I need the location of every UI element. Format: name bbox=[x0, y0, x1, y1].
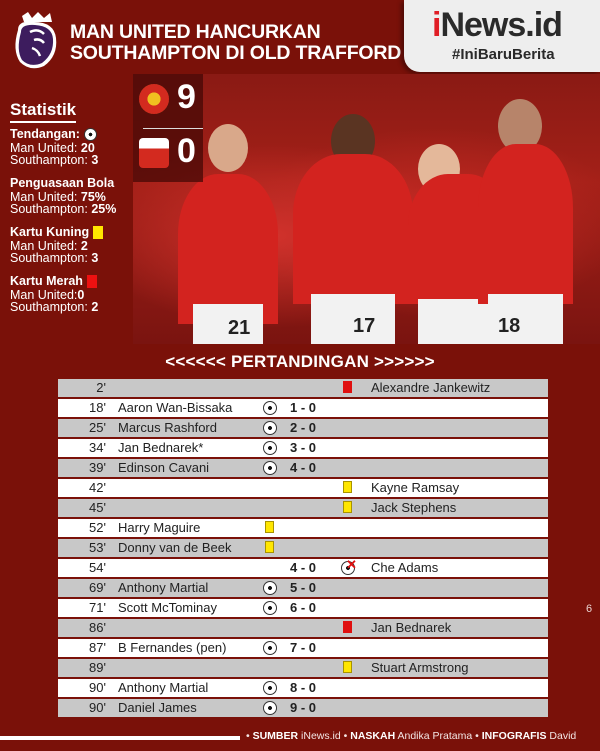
event-away-icon bbox=[341, 661, 355, 675]
event-home-icon bbox=[263, 661, 277, 675]
stat-label: Kartu Kuning bbox=[10, 225, 90, 239]
event-home-icon bbox=[263, 421, 277, 435]
away-score: 0 bbox=[177, 132, 196, 170]
source-value: iNews.id bbox=[301, 730, 341, 742]
event-away-icon bbox=[341, 381, 355, 395]
stat-away-value: 25% bbox=[91, 202, 117, 216]
event-home-icon bbox=[263, 481, 277, 495]
event-home-icon bbox=[263, 441, 277, 455]
event-home-player: Aaron Wan-Bissaka bbox=[118, 400, 233, 415]
yellow-card-icon bbox=[343, 501, 352, 513]
stat-home-value: 20 bbox=[80, 141, 95, 155]
stat-home-label: Man United: bbox=[10, 141, 81, 155]
event-home-player: Harry Maguire bbox=[118, 520, 201, 535]
red-card-icon bbox=[87, 275, 97, 288]
yellow-card-icon bbox=[343, 481, 352, 493]
event-away-icon bbox=[341, 461, 355, 475]
stats-title: Statistik bbox=[10, 100, 76, 123]
writer-value: Andika Pratama bbox=[397, 730, 473, 742]
football-icon bbox=[263, 641, 277, 655]
event-row bbox=[58, 459, 548, 477]
scoreboard bbox=[133, 74, 203, 182]
event-row bbox=[58, 659, 548, 677]
source-label: SUMBER bbox=[252, 730, 299, 742]
stat-red-cards bbox=[10, 274, 135, 313]
football-icon bbox=[263, 461, 277, 475]
stat-away-label: Southampton: bbox=[10, 251, 92, 265]
event-minute: 42' bbox=[89, 480, 106, 495]
event-minute: 25' bbox=[89, 420, 106, 435]
event-row bbox=[58, 379, 548, 397]
football-icon bbox=[263, 421, 277, 435]
football-icon bbox=[263, 441, 277, 455]
footer-divider bbox=[0, 736, 240, 740]
event-score: 8 - 0 bbox=[290, 680, 317, 695]
football-icon bbox=[263, 681, 277, 695]
event-home-icon bbox=[263, 581, 277, 595]
red-card-icon bbox=[343, 381, 352, 393]
shirt-number: 21 bbox=[228, 317, 251, 339]
event-minute: 45' bbox=[89, 500, 106, 515]
event-home-player: Marcus Rashford bbox=[118, 420, 217, 435]
event-score: 4 - 0 bbox=[290, 560, 317, 575]
event-minute: 39' bbox=[89, 460, 106, 475]
event-minute: 90' bbox=[89, 680, 106, 695]
event-row bbox=[58, 679, 548, 697]
event-away-icon bbox=[341, 621, 355, 635]
event-minute: 54' bbox=[89, 560, 106, 575]
event-minute: 87' bbox=[89, 640, 106, 655]
event-home-icon bbox=[263, 561, 277, 575]
event-row bbox=[58, 519, 548, 537]
event-row bbox=[58, 579, 548, 597]
event-minute: 69' bbox=[89, 580, 106, 595]
event-home-player: Scott McTominay bbox=[118, 600, 217, 615]
stat-home-label: Man United: bbox=[10, 239, 81, 253]
event-away-player: Jan Bednarek bbox=[371, 620, 452, 635]
football-icon bbox=[263, 401, 277, 415]
event-row bbox=[58, 439, 548, 457]
brand-tagline: #IniBaruBerita bbox=[452, 46, 555, 63]
stat-label: Kartu Merah bbox=[10, 274, 83, 288]
event-home-icon bbox=[263, 701, 277, 715]
event-away-icon bbox=[341, 557, 357, 575]
shirt-number: 18 bbox=[498, 315, 521, 337]
event-row bbox=[58, 699, 548, 717]
event-row bbox=[58, 399, 548, 417]
football-icon bbox=[263, 701, 277, 715]
event-away-icon bbox=[341, 501, 355, 515]
stat-home-value: 2 bbox=[80, 239, 88, 253]
stats-panel bbox=[10, 100, 135, 323]
event-row bbox=[58, 599, 548, 617]
credits: • SUMBER iNews.id • NASKAH Andika Pratama • INFOGRAFIS David bbox=[246, 730, 577, 742]
event-away-player: Alexandre Jankewitz bbox=[371, 380, 491, 395]
event-home-icon bbox=[263, 621, 277, 635]
event-away-player: Stuart Armstrong bbox=[371, 660, 469, 675]
stat-home-label: Man United: bbox=[10, 190, 81, 204]
brand-name-i: i bbox=[432, 6, 441, 44]
shirt-number: 17 bbox=[353, 315, 376, 337]
stat-away-value: 3 bbox=[91, 251, 99, 265]
yellow-card-icon bbox=[93, 226, 103, 239]
event-away-player: Che Adams bbox=[371, 560, 439, 575]
event-minute: 18' bbox=[89, 400, 106, 415]
event-away-player: Kayne Ramsay bbox=[371, 480, 460, 495]
stat-label: Penguasaan Bola bbox=[10, 176, 115, 190]
yellow-card-icon bbox=[265, 541, 274, 553]
section-title: <<<<<< PERTANDINGAN >>>>>> bbox=[165, 352, 435, 371]
southampton-crest-icon bbox=[139, 138, 169, 168]
event-home-icon bbox=[263, 461, 277, 475]
event-away-icon bbox=[341, 701, 355, 715]
writer-label: NASKAH bbox=[350, 730, 396, 742]
event-away-icon bbox=[341, 641, 355, 655]
event-minute: 86' bbox=[89, 620, 106, 635]
event-minute: 89' bbox=[89, 660, 106, 675]
home-score: 9 bbox=[177, 78, 196, 116]
event-home-icon bbox=[263, 541, 277, 555]
yellow-card-icon bbox=[265, 521, 274, 533]
event-row bbox=[58, 499, 548, 517]
yellow-card-icon bbox=[343, 661, 352, 673]
event-home-icon bbox=[263, 401, 277, 415]
stat-away-label: Southampton: bbox=[10, 202, 92, 216]
event-home-player: Jan Bednarek* bbox=[118, 440, 204, 455]
stat-yellow-cards bbox=[10, 225, 135, 264]
stat-away-label: Southampton: bbox=[10, 153, 92, 167]
event-minute: 90' bbox=[89, 700, 106, 715]
page-title bbox=[70, 22, 401, 64]
stat-home-label: Man United: bbox=[10, 288, 78, 302]
event-row bbox=[58, 539, 548, 557]
event-away-player: Jack Stephens bbox=[371, 500, 457, 515]
event-score: 4 - 0 bbox=[290, 460, 317, 475]
title-line-1: MAN UNITED HANCURKAN bbox=[70, 21, 321, 43]
football-icon bbox=[263, 601, 277, 615]
event-away-icon bbox=[341, 521, 355, 535]
event-away-icon bbox=[341, 581, 355, 595]
event-away-icon bbox=[341, 481, 355, 495]
stat-home-value: 75% bbox=[80, 190, 106, 204]
stat-away-label: Southampton: bbox=[10, 300, 92, 314]
man-united-crest-icon bbox=[139, 84, 169, 114]
event-minute: 34' bbox=[89, 440, 106, 455]
graphics-label: INFOGRAFIS bbox=[481, 730, 547, 742]
event-home-player: Donny van de Beek bbox=[118, 540, 232, 555]
brand-name bbox=[432, 6, 562, 45]
event-row bbox=[58, 639, 548, 657]
event-score: 9 - 0 bbox=[290, 700, 317, 715]
event-home-icon bbox=[263, 681, 277, 695]
event-home-icon bbox=[263, 601, 277, 615]
event-score: 1 - 0 bbox=[290, 400, 317, 415]
stat-away-value: 3 bbox=[91, 153, 99, 167]
team-celebration-photo bbox=[133, 74, 600, 344]
football-icon bbox=[84, 128, 97, 141]
red-card-icon bbox=[343, 621, 352, 633]
event-home-player: Anthony Martial bbox=[118, 580, 209, 595]
graphics-value: David bbox=[549, 730, 577, 742]
event-away-icon bbox=[341, 601, 355, 615]
event-score: 5 - 0 bbox=[290, 580, 317, 595]
header bbox=[0, 0, 600, 72]
event-home-icon bbox=[263, 381, 277, 395]
match-timeline bbox=[58, 379, 548, 719]
brand-logo-box bbox=[404, 0, 600, 72]
event-score: 3 - 0 bbox=[290, 440, 317, 455]
stat-possession bbox=[10, 176, 135, 215]
event-away-icon bbox=[341, 421, 355, 435]
event-home-player: Edinson Cavani bbox=[118, 460, 210, 475]
player-figure bbox=[293, 114, 413, 344]
event-row bbox=[58, 419, 548, 437]
event-home-player: Daniel James bbox=[118, 700, 197, 715]
title-line-2: SOUTHAMPTON DI OLD TRAFFORD bbox=[70, 42, 402, 64]
event-home-icon bbox=[263, 521, 277, 535]
disallowed-goal-icon: ✕ bbox=[341, 561, 355, 575]
event-minute: 2' bbox=[96, 380, 106, 395]
event-away-icon bbox=[341, 401, 355, 415]
event-home-icon bbox=[263, 501, 277, 515]
football-icon bbox=[263, 581, 277, 595]
event-row bbox=[58, 559, 548, 577]
stray-mark: 6 bbox=[586, 603, 593, 615]
event-score: 2 - 0 bbox=[290, 420, 317, 435]
event-away-icon bbox=[341, 681, 355, 695]
event-score: 7 - 0 bbox=[290, 640, 317, 655]
brand-name-rest: News.id bbox=[440, 6, 562, 44]
event-home-player: Anthony Martial bbox=[118, 680, 209, 695]
player-figure bbox=[468, 99, 578, 344]
stat-away-value: 2 bbox=[91, 300, 99, 314]
score-divider bbox=[143, 128, 203, 129]
stat-shots bbox=[10, 127, 135, 166]
event-home-icon bbox=[263, 641, 277, 655]
stat-label: Tendangan: bbox=[10, 127, 80, 141]
event-away-icon bbox=[341, 441, 355, 455]
event-minute: 53' bbox=[89, 540, 106, 555]
stat-home-value: 0 bbox=[77, 288, 85, 302]
event-row bbox=[58, 619, 548, 637]
premier-league-lion-icon bbox=[8, 10, 64, 72]
event-score: 6 - 0 bbox=[290, 600, 317, 615]
event-row bbox=[58, 479, 548, 497]
event-away-icon bbox=[341, 541, 355, 555]
event-minute: 71' bbox=[89, 600, 106, 615]
event-minute: 52' bbox=[89, 520, 106, 535]
event-home-player: B Fernandes (pen) bbox=[118, 640, 227, 655]
